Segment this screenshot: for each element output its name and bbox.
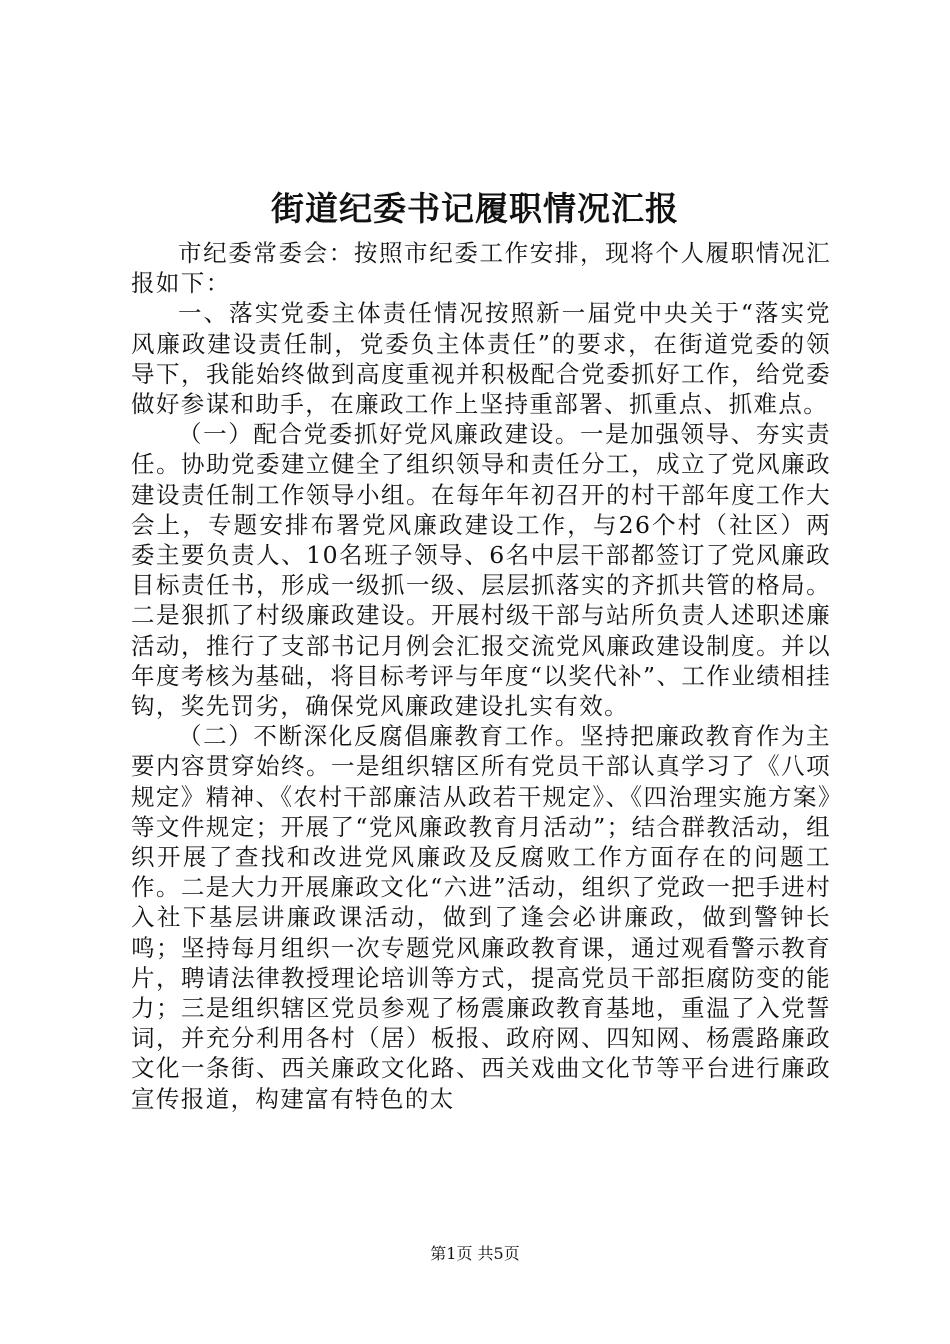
document-body [131,238,831,1114]
paragraph-subsection-one: （一）配合党委抓好党风廉政建设。一是加强领导、夯实责任。协助党委建立健全了组织领导和责任分工，成立了党风廉政建设责任制工作领导小组。在每年年初召开的村干部年度工作大会上，专题安排布署党风廉政建设工作，与26个村（社区）两委主要负责人、10名班子领导、6名中层干部都签订了党风廉政目标责任书，形成一级抓一级、层层抓落实的齐抓共管的格局。二是狠抓了村级廉政建设。开展村级干部与站所负责人述职述廉活动，推行了支部书记月例会汇报交流党风廉政建设制度。并以年度考核为基础，将目标考评与年度“以奖代补”、工作业绩相挂钩，奖先罚劣，确保党风廉政建设扎实有效。 [131,420,831,721]
paragraph-section-one: 一、落实党委主体责任情况按照新一届党中央关于“落实党风廉政建设责任制，党委负主体责任”的要求，在街道党委的领导下，我能始终做到高度重视并积极配合党委抓好工作，给党委做好参谋和助手，在廉政工作上坚持重部署、抓重点、抓难点。 [131,299,831,419]
paragraph-subsection-two: （二）不断深化反腐倡廉教育工作。坚持把廉政教育作为主要内容贯穿始终。一是组织辖区所有党员干部认真学习了《八项规定》精神、《农村干部廉洁从政若干规定》、《四治理实施方案》等文件规定；开展了“党风廉政教育月活动”；结合群教活动，组织开展了查找和改进党风廉政及反腐败工作方面存在的问题工作。二是大力开展廉政文化“六进”活动，组织了党政一把手进村入社下基层讲廉政课活动，做到了逢会必讲廉政，做到警钟长鸣；坚持每月组织一次专题党风廉政教育课，通过观看警示教育片，聘请法律教授理论培训等方式，提高党员干部拒腐防变的能力；三是组织辖区党员参观了杨震廉政教育基地，重温了入党誓词，并充分利用各村（居）板报、政府网、四知网、杨震路廉政文化一条街、西关廉政文化路、西关戏曲文化节等平台进行廉政宣传报道，构建富有特色的太 [131,722,831,1113]
document-title: 街道纪委书记履职情况汇报 [271,189,679,228]
page-footer: 第1页 共5页 [430,1244,520,1263]
paragraph-salutation: 市纪委常委会：按照市纪委工作安排，现将个人履职情况汇报如下： [131,239,831,298]
